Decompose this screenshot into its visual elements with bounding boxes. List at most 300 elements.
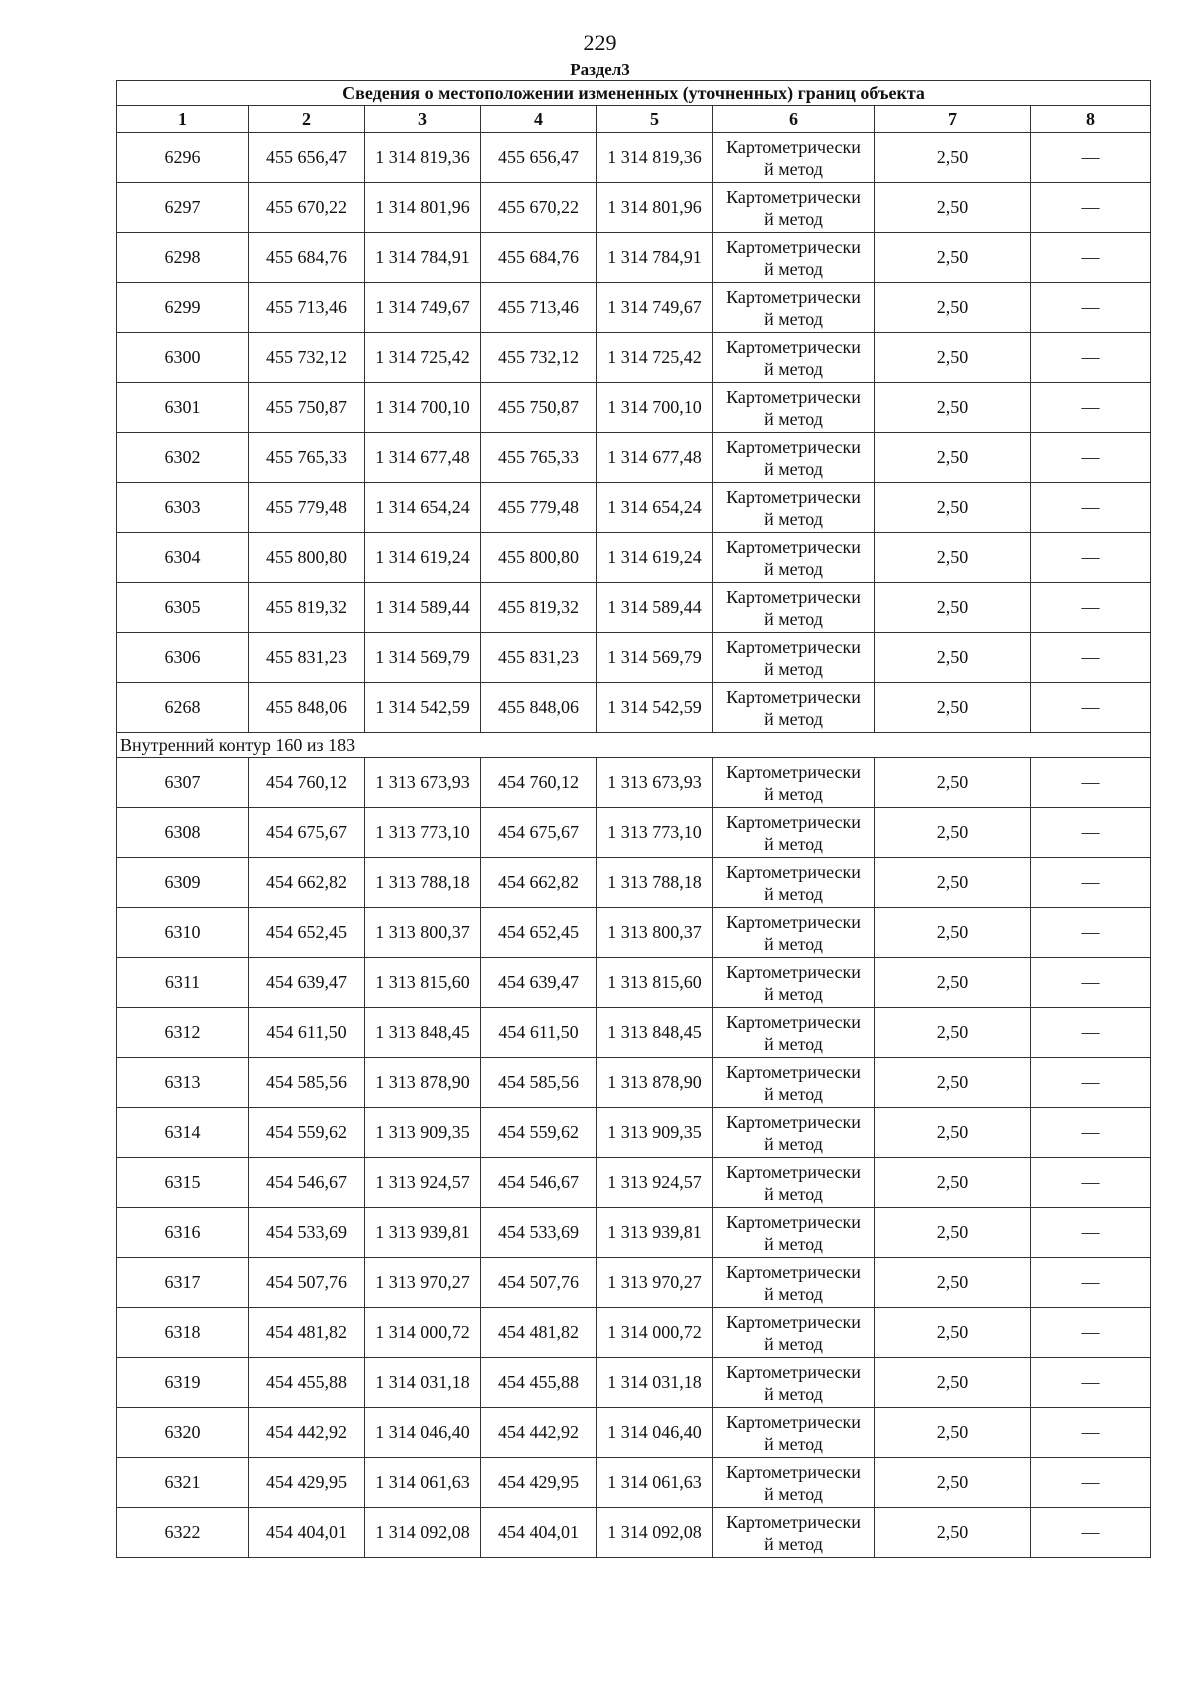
cell-y-old: 1 314 654,24 [365,483,481,533]
method-line-2: й метод [764,1233,823,1254]
cell-accuracy: 2,50 [875,1108,1031,1158]
cell-note: — [1031,433,1151,483]
cell-y-old: 1 314 589,44 [365,583,481,633]
cell-x-old: 454 760,12 [249,758,365,808]
cell-method [713,1158,875,1208]
cell-y-new: 1 313 848,45 [597,1008,713,1058]
cell-method [713,283,875,333]
cell-x-new: 454 429,95 [481,1458,597,1508]
cell-point: 6300 [117,333,249,383]
cell-point: 6309 [117,858,249,908]
cell-note: — [1031,1258,1151,1308]
cell-y-old: 1 314 700,10 [365,383,481,433]
cell-point: 6321 [117,1458,249,1508]
cell-method [713,1508,875,1558]
cell-accuracy: 2,50 [875,958,1031,1008]
column-number: 6 [713,106,875,133]
cell-y-new: 1 313 878,90 [597,1058,713,1108]
cell-point: 6318 [117,1308,249,1358]
cell-x-new: 454 652,45 [481,908,597,958]
cell-method [713,1408,875,1458]
column-number: 4 [481,106,597,133]
cell-x-new: 454 760,12 [481,758,597,808]
cell-point: 6303 [117,483,249,533]
cell-accuracy: 2,50 [875,908,1031,958]
cell-y-old: 1 313 815,60 [365,958,481,1008]
cell-y-old: 1 314 031,18 [365,1358,481,1408]
cell-y-new: 1 314 654,24 [597,483,713,533]
table-row [117,133,1151,183]
contour-label: Внутренний контур 160 из 183 [117,733,1151,758]
method-line-1: Картометрически [726,186,861,207]
cell-y-new: 1 314 801,96 [597,183,713,233]
cell-y-old: 1 313 788,18 [365,858,481,908]
cell-note: — [1031,233,1151,283]
cell-point: 6316 [117,1208,249,1258]
contour-row [117,733,1151,758]
cell-accuracy: 2,50 [875,433,1031,483]
method-line-1: Картометрически [726,1311,861,1332]
method-line-2: й метод [764,1283,823,1304]
cell-note: — [1031,483,1151,533]
table-row [117,1108,1151,1158]
method-line-2: й метод [764,258,823,279]
table-row [117,1258,1151,1308]
method-line-1: Картометрически [726,336,861,357]
table-row [117,1458,1151,1508]
cell-y-old: 1 314 677,48 [365,433,481,483]
cell-method [713,1258,875,1308]
column-number: 5 [597,106,713,133]
cell-y-old: 1 314 542,59 [365,683,481,733]
cell-x-new: 455 684,76 [481,233,597,283]
method-line-1: Картометрически [726,436,861,457]
cell-y-new: 1 314 000,72 [597,1308,713,1358]
method-line-1: Картометрически [726,911,861,932]
cell-x-new: 455 848,06 [481,683,597,733]
table-row [117,1308,1151,1358]
cell-y-new: 1 314 819,36 [597,133,713,183]
table-row [117,283,1151,333]
table-row [117,383,1151,433]
cell-note: — [1031,283,1151,333]
method-line-1: Картометрически [726,1461,861,1482]
cell-x-new: 455 732,12 [481,333,597,383]
method-line-2: й метод [764,783,823,804]
table-row [117,533,1151,583]
cell-x-old: 454 611,50 [249,1008,365,1058]
cell-accuracy: 2,50 [875,1158,1031,1208]
page-number: 229 [583,30,617,55]
cell-note: — [1031,333,1151,383]
cell-y-new: 1 313 815,60 [597,958,713,1008]
table-row [117,1008,1151,1058]
cell-accuracy: 2,50 [875,1008,1031,1058]
cell-x-new: 454 507,76 [481,1258,597,1308]
cell-x-old: 454 481,82 [249,1308,365,1358]
cell-accuracy: 2,50 [875,283,1031,333]
cell-x-old: 454 533,69 [249,1208,365,1258]
table-row [117,908,1151,958]
method-line-2: й метод [764,308,823,329]
cell-note: — [1031,1508,1151,1558]
table-row [117,808,1151,858]
cell-accuracy: 2,50 [875,1508,1031,1558]
cell-method [713,1058,875,1108]
table-row [117,758,1151,808]
method-line-2: й метод [764,158,823,179]
method-line-1: Картометрически [726,586,861,607]
cell-accuracy: 2,50 [875,233,1031,283]
cell-accuracy: 2,50 [875,758,1031,808]
cell-x-new: 455 831,23 [481,633,597,683]
cell-x-new: 455 750,87 [481,383,597,433]
method-line-1: Картометрически [726,136,861,157]
cell-x-new: 454 611,50 [481,1008,597,1058]
cell-note: — [1031,1058,1151,1108]
cell-method [713,1008,875,1058]
cell-y-old: 1 313 773,10 [365,808,481,858]
method-line-2: й метод [764,408,823,429]
cell-note: — [1031,1158,1151,1208]
cell-note: — [1031,1408,1151,1458]
cell-method [713,383,875,433]
cell-x-old: 454 546,67 [249,1158,365,1208]
table-caption-row [117,81,1151,106]
cell-x-old: 454 455,88 [249,1358,365,1408]
cell-x-old: 455 670,22 [249,183,365,233]
cell-note: — [1031,858,1151,908]
cell-point: 6312 [117,1008,249,1058]
cell-note: — [1031,1358,1151,1408]
cell-point: 6313 [117,1058,249,1108]
section-title: Раздел3 [570,60,630,79]
cell-point: 6301 [117,383,249,433]
method-line-2: й метод [764,933,823,954]
cell-method [713,908,875,958]
cell-x-new: 455 656,47 [481,133,597,183]
method-line-2: й метод [764,1083,823,1104]
cell-point: 6308 [117,808,249,858]
cell-x-new: 454 559,62 [481,1108,597,1158]
cell-x-old: 454 442,92 [249,1408,365,1458]
column-number: 3 [365,106,481,133]
cell-x-new: 454 455,88 [481,1358,597,1408]
column-number: 1 [117,106,249,133]
method-line-1: Картометрически [726,486,861,507]
table-row [117,1058,1151,1108]
cell-point: 6317 [117,1258,249,1308]
cell-point: 6304 [117,533,249,583]
cell-x-new: 454 675,67 [481,808,597,858]
method-line-1: Картометрически [726,286,861,307]
cell-accuracy: 2,50 [875,183,1031,233]
method-line-2: й метод [764,708,823,729]
cell-point: 6298 [117,233,249,283]
method-line-1: Картометрически [726,236,861,257]
table-row [117,483,1151,533]
cell-x-old: 455 732,12 [249,333,365,383]
column-number: 8 [1031,106,1151,133]
cell-method [713,1208,875,1258]
method-line-2: й метод [764,358,823,379]
cell-x-new: 455 670,22 [481,183,597,233]
cell-note: — [1031,633,1151,683]
cell-x-old: 455 656,47 [249,133,365,183]
cell-x-new: 454 404,01 [481,1508,597,1558]
cell-method [713,1358,875,1408]
cell-method [713,858,875,908]
cell-y-old: 1 314 784,91 [365,233,481,283]
table-row [117,333,1151,383]
cell-x-old: 454 675,67 [249,808,365,858]
method-line-2: й метод [764,1433,823,1454]
column-number-row [117,106,1151,133]
cell-note: — [1031,808,1151,858]
cell-accuracy: 2,50 [875,1258,1031,1308]
cell-y-old: 1 314 749,67 [365,283,481,333]
cell-accuracy: 2,50 [875,633,1031,683]
cell-y-new: 1 314 725,42 [597,333,713,383]
cell-point: 6296 [117,133,249,183]
cell-x-new: 454 481,82 [481,1308,597,1358]
cell-y-new: 1 314 092,08 [597,1508,713,1558]
cell-method [713,1308,875,1358]
cell-note: — [1031,533,1151,583]
cell-note: — [1031,908,1151,958]
method-line-1: Картометрически [726,1261,861,1282]
cell-y-new: 1 314 061,63 [597,1458,713,1508]
cell-accuracy: 2,50 [875,1408,1031,1458]
cell-y-old: 1 314 619,24 [365,533,481,583]
table-row [117,1408,1151,1458]
cell-x-old: 455 848,06 [249,683,365,733]
method-line-1: Картометрически [726,811,861,832]
method-line-2: й метод [764,1383,823,1404]
cell-y-old: 1 314 061,63 [365,1458,481,1508]
cell-x-old: 454 585,56 [249,1058,365,1108]
method-line-2: й метод [764,1133,823,1154]
cell-y-old: 1 314 000,72 [365,1308,481,1358]
cell-point: 6307 [117,758,249,808]
table-row [117,683,1151,733]
cell-note: — [1031,1308,1151,1358]
cell-y-new: 1 314 542,59 [597,683,713,733]
method-line-1: Картометрически [726,1161,861,1182]
table-row [117,183,1151,233]
cell-method [713,183,875,233]
cell-y-old: 1 314 569,79 [365,633,481,683]
cell-method [713,233,875,283]
cell-point: 6320 [117,1408,249,1458]
table-caption: Сведения о местоположении измененных (уточненных) границ объекта [117,81,1151,106]
cell-method [713,483,875,533]
table-row [117,433,1151,483]
cell-note: — [1031,958,1151,1008]
table-row [117,633,1151,683]
cell-method [713,433,875,483]
cell-point: 6306 [117,633,249,683]
method-line-2: й метод [764,833,823,854]
method-line-1: Картометрически [726,961,861,982]
method-line-2: й метод [764,508,823,529]
cell-accuracy: 2,50 [875,858,1031,908]
method-line-2: й метод [764,1533,823,1554]
method-line-1: Картометрически [726,1011,861,1032]
method-line-1: Картометрически [726,1411,861,1432]
cell-method [713,583,875,633]
method-line-1: Картометрически [726,1211,861,1232]
cell-point: 6305 [117,583,249,633]
method-line-2: й метод [764,1333,823,1354]
cell-accuracy: 2,50 [875,333,1031,383]
cell-y-old: 1 313 878,90 [365,1058,481,1108]
table-row [117,583,1151,633]
cell-note: — [1031,758,1151,808]
cell-x-new: 454 442,92 [481,1408,597,1458]
method-line-1: Картометрически [726,1061,861,1082]
cell-method [713,333,875,383]
cell-point: 6314 [117,1108,249,1158]
method-line-2: й метод [764,608,823,629]
cell-x-old: 454 559,62 [249,1108,365,1158]
cell-y-new: 1 313 788,18 [597,858,713,908]
cell-point: 6311 [117,958,249,1008]
cell-method [713,683,875,733]
method-line-1: Картометрически [726,536,861,557]
table-row [117,1358,1151,1408]
cell-y-new: 1 314 589,44 [597,583,713,633]
cell-x-old: 454 507,76 [249,1258,365,1308]
cell-x-new: 455 819,32 [481,583,597,633]
cell-x-new: 455 765,33 [481,433,597,483]
cell-point: 6299 [117,283,249,333]
cell-accuracy: 2,50 [875,1308,1031,1358]
cell-x-old: 455 779,48 [249,483,365,533]
method-line-2: й метод [764,458,823,479]
cell-note: — [1031,583,1151,633]
cell-y-new: 1 314 569,79 [597,633,713,683]
method-line-1: Картометрически [726,761,861,782]
cell-accuracy: 2,50 [875,808,1031,858]
cell-x-old: 455 819,32 [249,583,365,633]
cell-y-new: 1 314 031,18 [597,1358,713,1408]
cell-y-new: 1 313 909,35 [597,1108,713,1158]
cell-y-old: 1 314 801,96 [365,183,481,233]
cell-y-new: 1 313 673,93 [597,758,713,808]
cell-accuracy: 2,50 [875,1058,1031,1108]
cell-y-new: 1 314 784,91 [597,233,713,283]
cell-y-old: 1 314 725,42 [365,333,481,383]
cell-method [713,758,875,808]
table-body [117,133,1151,1558]
cell-accuracy: 2,50 [875,533,1031,583]
cell-y-old: 1 313 909,35 [365,1108,481,1158]
cell-note: — [1031,1208,1151,1258]
method-line-1: Картометрически [726,1361,861,1382]
cell-y-old: 1 313 924,57 [365,1158,481,1208]
cell-accuracy: 2,50 [875,683,1031,733]
method-line-2: й метод [764,1483,823,1504]
cell-x-old: 454 639,47 [249,958,365,1008]
table-row [117,233,1151,283]
cell-y-new: 1 314 677,48 [597,433,713,483]
cell-y-new: 1 313 924,57 [597,1158,713,1208]
cell-x-new: 455 779,48 [481,483,597,533]
cell-y-new: 1 313 970,27 [597,1258,713,1308]
cell-accuracy: 2,50 [875,583,1031,633]
cell-note: — [1031,683,1151,733]
cell-x-new: 454 662,82 [481,858,597,908]
table-row [117,1158,1151,1208]
cell-x-old: 455 765,33 [249,433,365,483]
cell-y-old: 1 314 819,36 [365,133,481,183]
cell-accuracy: 2,50 [875,133,1031,183]
cell-note: — [1031,1008,1151,1058]
cell-y-old: 1 313 800,37 [365,908,481,958]
table-row [117,1508,1151,1558]
method-line-1: Картометрически [726,386,861,407]
cell-method [713,808,875,858]
method-line-2: й метод [764,558,823,579]
table-row [117,958,1151,1008]
cell-x-old: 455 684,76 [249,233,365,283]
cell-point: 6297 [117,183,249,233]
cell-y-old: 1 313 848,45 [365,1008,481,1058]
cell-x-old: 454 652,45 [249,908,365,958]
table-row [117,1208,1151,1258]
cell-y-new: 1 313 939,81 [597,1208,713,1258]
cell-x-old: 455 800,80 [249,533,365,583]
cell-method [713,1108,875,1158]
cell-method [713,1458,875,1508]
cell-method [713,133,875,183]
cell-point: 6310 [117,908,249,958]
cell-point: 6319 [117,1358,249,1408]
cell-y-new: 1 313 773,10 [597,808,713,858]
column-number: 2 [249,106,365,133]
cell-point: 6322 [117,1508,249,1558]
method-line-1: Картометрически [726,636,861,657]
cell-note: — [1031,1108,1151,1158]
method-line-1: Картометрически [726,861,861,882]
method-line-1: Картометрически [726,1111,861,1132]
cell-y-new: 1 314 046,40 [597,1408,713,1458]
cell-x-new: 454 546,67 [481,1158,597,1208]
cell-accuracy: 2,50 [875,383,1031,433]
cell-x-old: 454 404,01 [249,1508,365,1558]
cell-note: — [1031,183,1151,233]
cell-note: — [1031,1458,1151,1508]
cell-x-old: 454 662,82 [249,858,365,908]
cell-y-old: 1 313 939,81 [365,1208,481,1258]
method-line-2: й метод [764,983,823,1004]
cell-accuracy: 2,50 [875,1358,1031,1408]
method-line-2: й метод [764,208,823,229]
cell-method [713,533,875,583]
cell-accuracy: 2,50 [875,483,1031,533]
cell-point: 6315 [117,1158,249,1208]
cell-accuracy: 2,50 [875,1208,1031,1258]
coordinates-table [116,80,1151,1558]
cell-y-new: 1 313 800,37 [597,908,713,958]
cell-point: 6268 [117,683,249,733]
cell-x-new: 454 639,47 [481,958,597,1008]
method-line-2: й метод [764,1183,823,1204]
cell-x-old: 454 429,95 [249,1458,365,1508]
cell-x-old: 455 750,87 [249,383,365,433]
cell-y-old: 1 314 092,08 [365,1508,481,1558]
